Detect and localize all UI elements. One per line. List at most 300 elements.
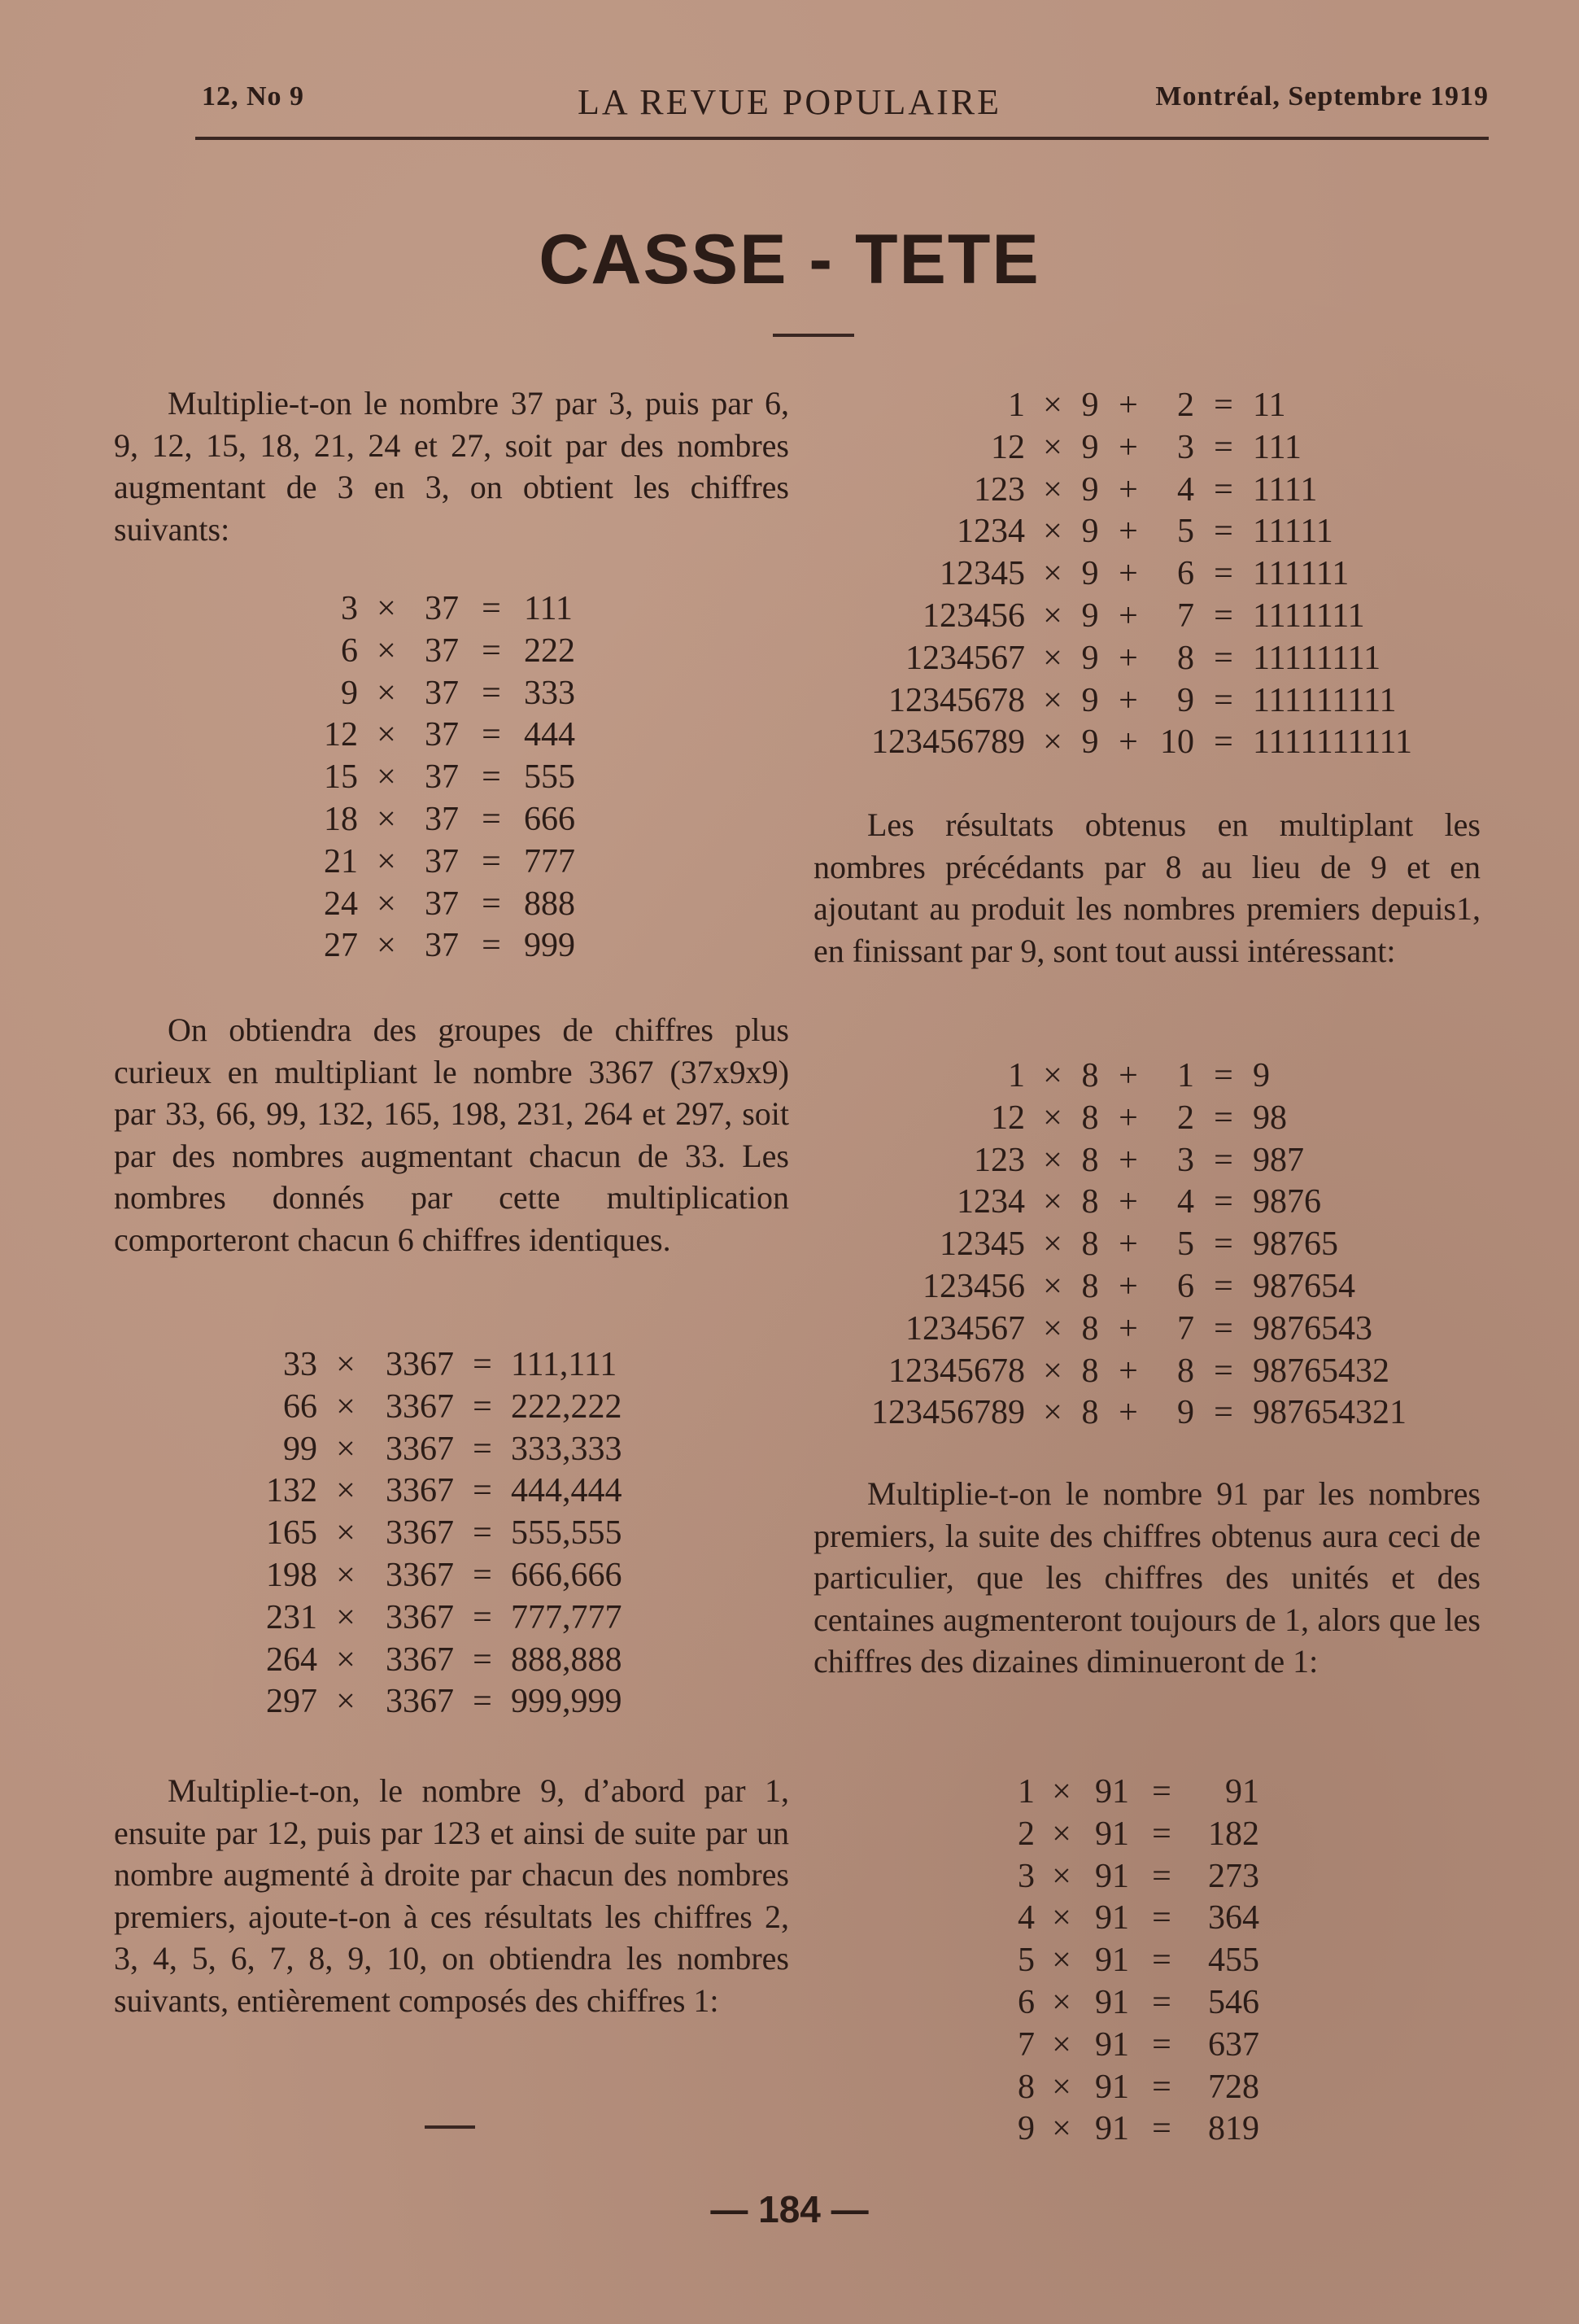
- equation-b: 9: [1081, 470, 1099, 509]
- equation-r: 273: [1208, 1857, 1259, 1895]
- equation-op: ×: [1043, 470, 1062, 509]
- equation-op: ×: [377, 885, 396, 923]
- equation-b: 37: [425, 590, 459, 627]
- equation-op: ×: [1043, 1099, 1062, 1137]
- equation-r: 777: [524, 842, 575, 880]
- equation-a: 1: [1008, 387, 1025, 424]
- equation-eq: =: [473, 1598, 492, 1636]
- equation-a: 8: [1018, 2068, 1035, 2106]
- equation-a: 66: [283, 1387, 317, 1426]
- equation-a: 9: [1018, 2110, 1035, 2148]
- equation-a: 4: [1018, 1899, 1035, 1937]
- equation-a: 1234567: [905, 639, 1025, 677]
- equation-a: 6: [1018, 1983, 1035, 2021]
- equation-b: 37: [425, 631, 459, 670]
- equation-op2: +: [1119, 1225, 1138, 1264]
- equation-op2: +: [1119, 555, 1138, 593]
- equation-row: [236, 1470, 674, 1513]
- equation-r: 111,111: [511, 1346, 617, 1383]
- equation-op2: +: [1119, 639, 1138, 677]
- equation-row: [830, 511, 1464, 553]
- equation-op: ×: [1052, 1857, 1071, 1895]
- header-rule: [195, 137, 1489, 140]
- equation-b: 9: [1081, 428, 1099, 466]
- equation-a: 165: [266, 1514, 317, 1553]
- equation-op2: +: [1119, 596, 1138, 635]
- equation-row: [976, 1982, 1259, 2025]
- equation-r: 819: [1208, 2110, 1259, 2148]
- table-3367: [236, 1344, 674, 1723]
- equation-eq: =: [1214, 1225, 1233, 1264]
- equation-a: 231: [266, 1598, 317, 1636]
- equation-op: ×: [1043, 513, 1062, 551]
- equation-r: 364: [1208, 1899, 1259, 1937]
- equation-r: 1111111: [1253, 596, 1365, 635]
- equation-a: 297: [266, 1683, 317, 1721]
- equation-a: 1: [1008, 1057, 1025, 1094]
- equation-eq: =: [482, 758, 501, 797]
- equation-eq: =: [482, 927, 501, 965]
- equation-c: 1: [1177, 1057, 1194, 1094]
- equation-a: 132: [266, 1472, 317, 1510]
- equation-r: 222: [524, 631, 575, 670]
- equation-r: 987654: [1253, 1267, 1355, 1305]
- equation-eq: =: [473, 1640, 492, 1679]
- equation-b: 91: [1095, 1983, 1129, 2021]
- equation-eq: =: [473, 1472, 492, 1510]
- equation-r: 999,999: [511, 1683, 622, 1721]
- equation-b: 91: [1095, 1899, 1129, 1937]
- equation-row: [976, 1814, 1259, 1856]
- equation-eq: =: [482, 716, 501, 754]
- equation-op: ×: [1043, 387, 1062, 424]
- equation-row: [236, 1597, 674, 1640]
- equation-row: [236, 1681, 674, 1723]
- equation-op: ×: [377, 674, 396, 712]
- equation-row: [830, 1098, 1464, 1140]
- equation-row: [236, 1513, 674, 1555]
- equation-eq: =: [473, 1514, 492, 1553]
- equation-b: 8: [1081, 1099, 1099, 1137]
- issue-number: 12, No 9: [202, 81, 305, 111]
- table-91: [976, 1771, 1259, 2151]
- equation-a: 12345: [940, 555, 1025, 593]
- equation-r: 637: [1208, 2025, 1259, 2064]
- paragraph-37: Multiplie-t-on le nombre 37 par 3, puis par 6, 9, 12, 15, 18, 21, 24 et 27, soit par des nombres augmentant de 3 en 3, on obtient les chiffres suivants:: [114, 385, 789, 548]
- equation-a: 2: [1018, 1815, 1035, 1853]
- equation-row: [976, 2067, 1259, 2109]
- equation-row: [830, 722, 1464, 764]
- equation-a: 1: [1018, 1773, 1035, 1811]
- equation-eq: =: [1152, 1983, 1171, 2021]
- equation-row: [830, 1055, 1464, 1098]
- equation-op: ×: [1052, 1983, 1071, 2021]
- equation-eq: =: [1214, 1183, 1233, 1221]
- equation-row: [830, 680, 1464, 723]
- equation-eq: =: [473, 1683, 492, 1721]
- equation-eq: =: [473, 1346, 492, 1383]
- equation-a: 1234567: [905, 1309, 1025, 1348]
- equation-a: 123456789: [871, 723, 1025, 762]
- equation-row: [830, 1351, 1464, 1393]
- equation-a: 198: [266, 1556, 317, 1594]
- equation-r: 555,555: [511, 1514, 622, 1553]
- equation-c: 5: [1177, 513, 1194, 551]
- equation-op: ×: [336, 1472, 355, 1510]
- equation-op: ×: [336, 1640, 355, 1679]
- equation-op2: +: [1119, 1352, 1138, 1390]
- end-rule: [425, 2125, 475, 2129]
- equation-op: ×: [1052, 2068, 1071, 2106]
- equation-c: 8: [1177, 1352, 1194, 1390]
- equation-op2: +: [1119, 1309, 1138, 1348]
- equation-r: 999: [524, 927, 575, 965]
- equation-a: 1234: [957, 1183, 1025, 1221]
- equation-op2: +: [1119, 470, 1138, 509]
- equation-eq: =: [1152, 2110, 1171, 2148]
- equation-eq: =: [473, 1430, 492, 1468]
- equation-b: 9: [1081, 596, 1099, 635]
- paragraph-eight: Les résultats obtenus en multiplant les nombres précédants par 8 au lieu de 9 et en ajoutant au produit les nombres premiers depuis1, en finissant par 9, sont tout aussi intéressant:: [813, 806, 1481, 969]
- equation-op: ×: [1043, 639, 1062, 677]
- equation-b: 3367: [386, 1598, 454, 1636]
- equation-row: [830, 596, 1464, 638]
- equation-op: ×: [1043, 681, 1062, 719]
- equation-op: ×: [377, 800, 396, 838]
- equation-b: 37: [425, 716, 459, 754]
- equation-a: 12: [324, 716, 358, 754]
- equation-row: [268, 799, 622, 841]
- equation-op2: +: [1119, 1394, 1138, 1432]
- table-times-nine: [830, 385, 1464, 764]
- equation-a: 123456: [923, 596, 1025, 635]
- equation-c: 10: [1160, 723, 1194, 762]
- equation-a: 123: [974, 470, 1025, 509]
- equation-op: ×: [377, 631, 396, 670]
- equation-r: 1111111111: [1253, 723, 1412, 762]
- equation-row: [268, 714, 622, 757]
- equation-eq: =: [1214, 470, 1233, 509]
- equation-c: 9: [1177, 681, 1194, 719]
- equation-op2: +: [1119, 1057, 1138, 1094]
- equation-op: ×: [1043, 555, 1062, 593]
- equation-r: 9: [1253, 1057, 1270, 1094]
- equation-eq: =: [482, 885, 501, 923]
- equation-eq: =: [1152, 1773, 1171, 1811]
- place-date: Montréal, Septembre 1919: [1155, 81, 1489, 111]
- equation-row: [830, 385, 1464, 427]
- equation-a: 123456789: [871, 1394, 1025, 1432]
- equation-row: [830, 638, 1464, 680]
- equation-op: ×: [1043, 1225, 1062, 1264]
- equation-row: [268, 757, 622, 799]
- equation-b: 91: [1095, 2068, 1129, 2106]
- equation-a: 12345678: [888, 681, 1025, 719]
- equation-op2: +: [1119, 1099, 1138, 1137]
- equation-row: [236, 1429, 674, 1471]
- equation-op: ×: [1043, 1352, 1062, 1390]
- equation-row: [830, 1266, 1464, 1308]
- equation-b: 8: [1081, 1057, 1099, 1094]
- equation-eq: =: [482, 800, 501, 838]
- equation-r: 987: [1253, 1141, 1304, 1179]
- equation-op: ×: [336, 1430, 355, 1468]
- equation-a: 12345: [940, 1225, 1025, 1264]
- equation-r: 182: [1208, 1815, 1259, 1853]
- equation-row: [830, 1182, 1464, 1224]
- equation-row: [830, 427, 1464, 470]
- equation-r: 333,333: [511, 1430, 622, 1468]
- equation-row: [830, 470, 1464, 512]
- equation-op: ×: [1043, 723, 1062, 762]
- equation-b: 37: [425, 885, 459, 923]
- equation-op: ×: [1043, 596, 1062, 635]
- equation-op: ×: [1043, 1309, 1062, 1348]
- equation-eq: =: [1214, 639, 1233, 677]
- equation-r: 98765432: [1253, 1352, 1389, 1390]
- equation-b: 8: [1081, 1394, 1099, 1432]
- equation-op2: +: [1119, 723, 1138, 762]
- equation-c: 7: [1177, 596, 1194, 635]
- equation-op: ×: [336, 1346, 355, 1383]
- equation-r: 91: [1225, 1773, 1259, 1811]
- equation-r: 11: [1253, 387, 1286, 424]
- equation-op2: +: [1119, 1267, 1138, 1305]
- equation-eq: =: [1214, 1099, 1233, 1137]
- equation-r: 98765: [1253, 1225, 1338, 1264]
- equation-a: 33: [283, 1346, 317, 1383]
- equation-eq: =: [1214, 1057, 1233, 1094]
- equation-op: ×: [1052, 1815, 1071, 1853]
- equation-row: [268, 673, 622, 715]
- equation-row: [268, 588, 622, 631]
- equation-op: ×: [1043, 1057, 1062, 1094]
- equation-eq: =: [1214, 555, 1233, 593]
- equation-a: 12: [991, 1099, 1025, 1137]
- equation-row: [830, 1224, 1464, 1266]
- equation-b: 3367: [386, 1683, 454, 1721]
- equation-b: 3367: [386, 1387, 454, 1426]
- page-number: — 184 —: [710, 2188, 869, 2230]
- paragraph-3367: On obtiendra des groupes de chiffres plus curieux en multipliant le nombre 3367 (37x9x9) par 33, 66, 99, 132, 165, 198, 231, 264 et 297, soit par des nombres augmentant chacun de 33. Les nombres donnés par cette multiplication comporteront chacun 6 chiffres identiques.: [114, 1011, 789, 1258]
- equation-r: 987654321: [1253, 1394, 1407, 1432]
- equation-r: 444: [524, 716, 575, 754]
- table-37: [268, 588, 622, 968]
- equation-eq: =: [1214, 387, 1233, 424]
- equation-a: 12345678: [888, 1352, 1025, 1390]
- equation-eq: =: [1214, 428, 1233, 466]
- equation-r: 111111111: [1253, 681, 1397, 719]
- equation-op: ×: [1052, 1773, 1071, 1811]
- equation-op2: +: [1119, 1183, 1138, 1221]
- equation-r: 333: [524, 674, 575, 712]
- equation-row: [976, 1898, 1259, 1940]
- equation-op: ×: [1043, 428, 1062, 466]
- equation-op: ×: [336, 1387, 355, 1426]
- equation-op2: +: [1119, 1141, 1138, 1179]
- equation-op: ×: [336, 1514, 355, 1553]
- equation-a: 3: [341, 590, 358, 627]
- equation-op: ×: [336, 1598, 355, 1636]
- equation-op: ×: [377, 758, 396, 797]
- equation-b: 8: [1081, 1225, 1099, 1264]
- equation-row: [268, 631, 622, 673]
- equation-eq: =: [473, 1556, 492, 1594]
- equation-eq: =: [482, 842, 501, 880]
- equation-row: [268, 884, 622, 926]
- equation-r: 455: [1208, 1942, 1259, 1980]
- equation-r: 555: [524, 758, 575, 797]
- equation-eq: =: [1214, 1394, 1233, 1432]
- equation-row: [268, 841, 622, 884]
- equation-b: 8: [1081, 1183, 1099, 1221]
- equation-eq: =: [1214, 596, 1233, 635]
- equation-row: [236, 1387, 674, 1429]
- equation-r: 111: [1253, 428, 1302, 466]
- equation-b: 3367: [386, 1556, 454, 1594]
- equation-r: 728: [1208, 2068, 1259, 2106]
- equation-b: 9: [1081, 387, 1099, 424]
- equation-r: 11111111: [1253, 639, 1381, 677]
- equation-b: 91: [1095, 1815, 1129, 1853]
- equation-row: [976, 1940, 1259, 1982]
- equation-b: 91: [1095, 2025, 1129, 2064]
- equation-eq: =: [1214, 1141, 1233, 1179]
- equation-eq: =: [1152, 1942, 1171, 1980]
- equation-eq: =: [1214, 723, 1233, 762]
- equation-a: 15: [324, 758, 358, 797]
- equation-eq: =: [1152, 1857, 1171, 1895]
- equation-row: [976, 2025, 1259, 2067]
- equation-a: 12: [991, 428, 1025, 466]
- equation-row: [236, 1640, 674, 1682]
- equation-eq: =: [1152, 1815, 1171, 1853]
- equation-a: 3: [1018, 1857, 1035, 1895]
- equation-op: ×: [377, 842, 396, 880]
- equation-eq: =: [482, 631, 501, 670]
- equation-row: [830, 1308, 1464, 1351]
- equation-b: 9: [1081, 639, 1099, 677]
- equation-op2: +: [1119, 513, 1138, 551]
- equation-row: [236, 1344, 674, 1387]
- equation-b: 37: [425, 758, 459, 797]
- equation-r: 666,666: [511, 1556, 622, 1594]
- page-title: CASSE - TETE: [539, 221, 1040, 299]
- equation-row: [976, 1771, 1259, 1814]
- equation-row: [830, 1140, 1464, 1182]
- equation-row: [830, 1392, 1464, 1435]
- equation-eq: =: [1214, 681, 1233, 719]
- equation-r: 888,888: [511, 1640, 622, 1679]
- equation-c: 6: [1177, 555, 1194, 593]
- equation-op: ×: [377, 927, 396, 965]
- equation-b: 37: [425, 842, 459, 880]
- equation-eq: =: [473, 1387, 492, 1426]
- equation-b: 91: [1095, 1942, 1129, 1980]
- equation-a: 27: [324, 927, 358, 965]
- equation-b: 9: [1081, 555, 1099, 593]
- paragraph-91: Multiplie-t-on le nombre 91 par les nombres premiers, la suite des chiffres obtenus aura ceci de particulier, que les chiffres des unités et des centaines augmenteront toujours de 1, alors que les chiffres des dizaines diminueront de 1:: [813, 1475, 1481, 1680]
- equation-row: [236, 1555, 674, 1597]
- paragraph-ones: Multiplie-t-on, le nombre 9, d’abord par 1, ensuite par 12, puis par 123 et ainsi de suite par un nombre augmenté à droite par chacun des nombres premiers, ajoute-t-on à ces résultats les chiffres 2, 3, 4, 5, 6, 7, 8, 9, 10, on obtiendra les nombres suivants, entièrement composés des chiffres 1:: [114, 1772, 789, 2019]
- equation-op: ×: [1052, 2110, 1071, 2148]
- equation-b: 3367: [386, 1514, 454, 1553]
- equation-b: 91: [1095, 2110, 1129, 2148]
- equation-c: 5: [1177, 1225, 1194, 1264]
- equation-op: ×: [1043, 1394, 1062, 1432]
- equation-row: [976, 2108, 1259, 2151]
- equation-b: 8: [1081, 1309, 1099, 1348]
- equation-c: 9: [1177, 1394, 1194, 1432]
- equation-r: 777,777: [511, 1598, 622, 1636]
- equation-a: 5: [1018, 1942, 1035, 1980]
- equation-r: 222,222: [511, 1387, 622, 1426]
- equation-b: 3367: [386, 1472, 454, 1510]
- equation-a: 1234: [957, 513, 1025, 551]
- equation-a: 21: [324, 842, 358, 880]
- equation-row: [830, 553, 1464, 596]
- equation-op2: +: [1119, 387, 1138, 424]
- equation-b: 91: [1095, 1857, 1129, 1895]
- equation-eq: =: [1152, 2068, 1171, 2106]
- equation-b: 91: [1095, 1773, 1129, 1811]
- equation-op: ×: [377, 716, 396, 754]
- equation-r: 111: [524, 590, 573, 627]
- equation-r: 666: [524, 800, 575, 838]
- equation-r: 11111: [1253, 513, 1333, 551]
- equation-eq: =: [1214, 1309, 1233, 1348]
- equation-op: ×: [1043, 1267, 1062, 1305]
- equation-c: 7: [1177, 1309, 1194, 1348]
- equation-a: 24: [324, 885, 358, 923]
- equation-eq: =: [1214, 1267, 1233, 1305]
- equation-r: 9876543: [1253, 1309, 1372, 1348]
- equation-b: 37: [425, 800, 459, 838]
- equation-b: 8: [1081, 1352, 1099, 1390]
- equation-r: 111111: [1253, 555, 1350, 593]
- equation-a: 18: [324, 800, 358, 838]
- equation-r: 1111: [1253, 470, 1318, 509]
- equation-op2: +: [1119, 428, 1138, 466]
- equation-a: 123456: [923, 1267, 1025, 1305]
- equation-op: ×: [1052, 2025, 1071, 2064]
- equation-op2: +: [1119, 681, 1138, 719]
- equation-op: ×: [1043, 1183, 1062, 1221]
- equation-row: [268, 925, 622, 968]
- equation-op: ×: [377, 590, 396, 627]
- equation-a: 9: [341, 674, 358, 712]
- equation-b: 9: [1081, 723, 1099, 762]
- equation-c: 3: [1177, 428, 1194, 466]
- equation-r: 98: [1253, 1099, 1287, 1137]
- equation-r: 444,444: [511, 1472, 622, 1510]
- equation-b: 9: [1081, 681, 1099, 719]
- equation-a: 7: [1018, 2025, 1035, 2064]
- equation-r: 546: [1208, 1983, 1259, 2021]
- equation-c: 2: [1177, 1099, 1194, 1137]
- equation-r: 9876: [1253, 1183, 1321, 1221]
- equation-c: 4: [1177, 470, 1194, 509]
- equation-b: 3367: [386, 1640, 454, 1679]
- equation-a: 264: [266, 1640, 317, 1679]
- equation-eq: =: [1214, 513, 1233, 551]
- equation-b: 8: [1081, 1267, 1099, 1305]
- equation-eq: =: [1152, 2025, 1171, 2064]
- equation-c: 8: [1177, 639, 1194, 677]
- equation-eq: =: [1214, 1352, 1233, 1390]
- equation-r: 888: [524, 885, 575, 923]
- equation-row: [976, 1856, 1259, 1898]
